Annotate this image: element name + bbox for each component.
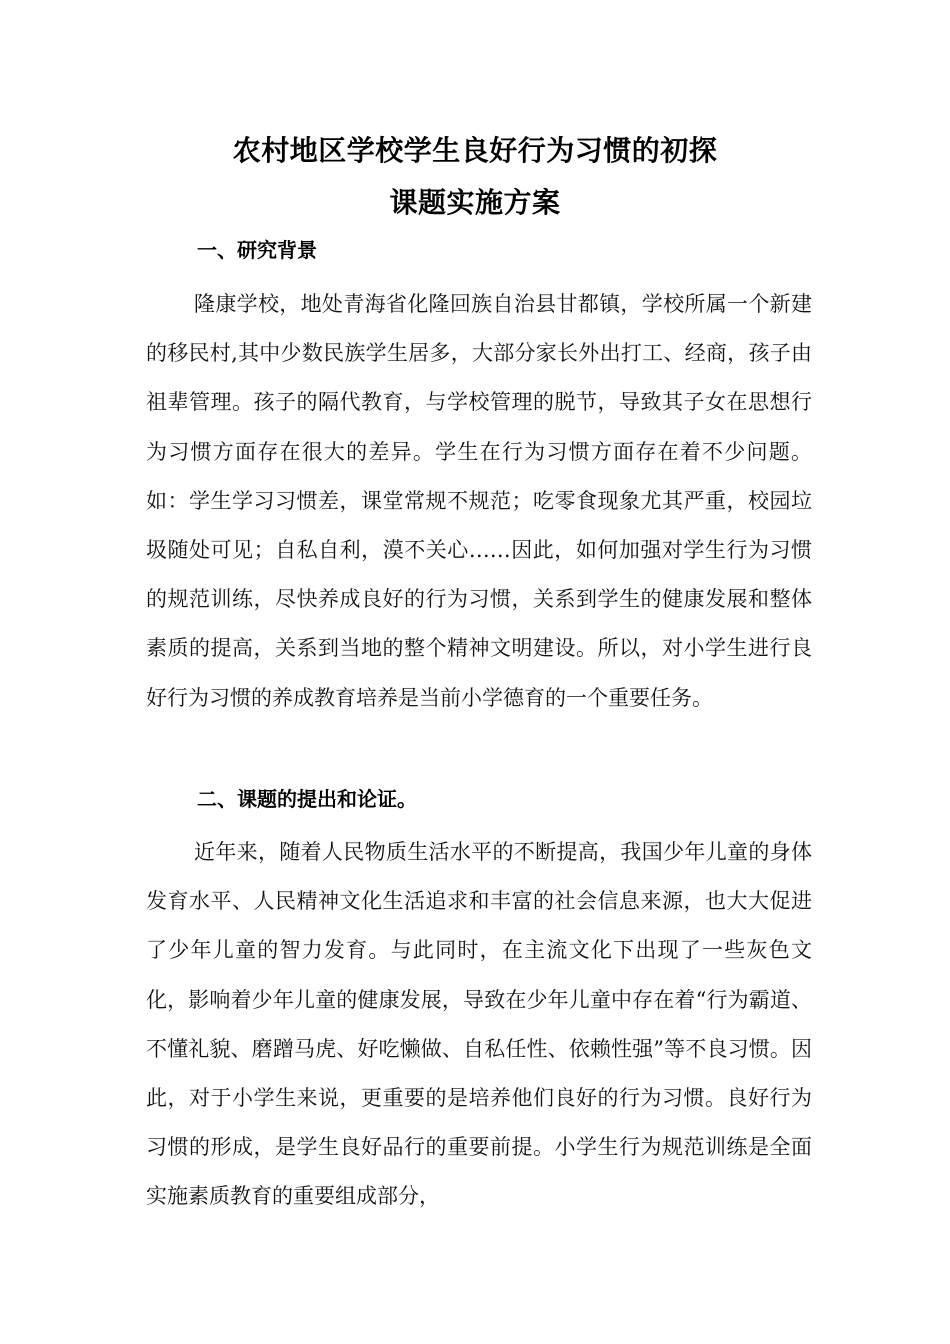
document-subtitle: 课题实施方案: [389, 186, 561, 219]
section-heading-background: 一、研究背景: [197, 238, 317, 262]
section-heading-proposal: 二、课题的提出和论证。: [197, 787, 417, 811]
section-paragraph-background: 隆康学校，地处青海省化隆回族自治县甘都镇，学校所属一个新建的移民村,其中少数民族学生居多，大部分家长外出打工、经商，孩子由祖辈管理。孩子的隔代教育，与学校管理的脱节，导致其子女在思想行为习惯方面存在很大的差异。学生在行为习惯方面存在着不少问题。如：学生学习习惯差，课堂常规不规范；吃零食现象尤其严重，校园垃圾随处可见；自私自利，漠不关心……因此，如何加强对学生行为习惯的规范训练，尽快养成良好的行为习惯，关系到学生的健康发展和整体素质的提高，关系到当地的整个精神文明建设。所以，对小学生进行良好行为习惯的养成教育培养是当前小学德育的一个重要任务。: [146, 292, 812, 710]
document-title: 农村地区学校学生良好行为习惯的初探: [232, 134, 718, 167]
section-paragraph-proposal: 近年来，随着人民物质生活水平的不断提高，我国少年儿童的身体发育水平、人民精神文化生活追求和丰富的社会信息来源，也大大促进了少年儿童的智力发育。与此同时，在主流文化下出现了一些灰色文化，影响着少年儿童的健康发展，导致在少年儿童中存在着“行为霸道、不懂礼貌、磨蹭马虎、好吃懒做、自私任性、依赖性强”等不良习惯。因此，对于小学生来说，更重要的是培养他们良好的行为习惯。良好行为习惯的形成，是学生良好品行的重要前提。小学生行为规范训练是全面实施素质教育的重要组成部分，: [146, 840, 812, 1209]
